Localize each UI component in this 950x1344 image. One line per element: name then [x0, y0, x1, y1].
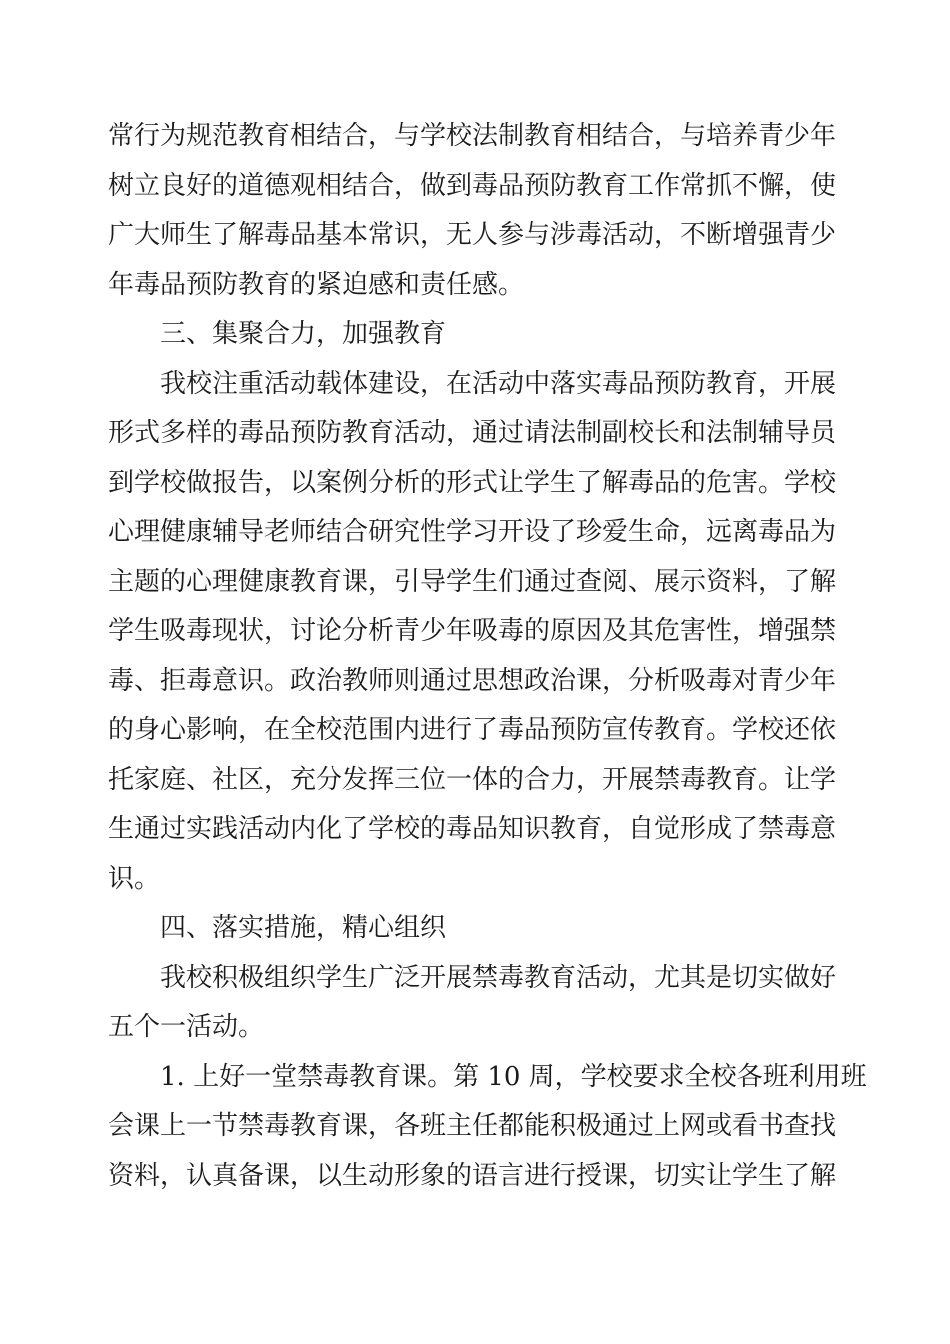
- text-line: 学生吸毒现状，讨论分析青少年吸毒的原因及其危害性，增强禁: [108, 616, 837, 646]
- paragraph-section-three: [108, 360, 837, 905]
- paragraph-section-four: [108, 954, 837, 1053]
- paragraph-item-one: [108, 1053, 867, 1202]
- section-heading-four: [108, 904, 828, 954]
- text-line: 树立良好的道德观相结合，做到毒品预防教育工作常抓不懈，使: [108, 170, 837, 201]
- text-line: 我校注重活动载体建设，在活动中落实毒品预防教育，开展: [160, 368, 837, 399]
- text-line: 识。: [108, 863, 161, 894]
- text-line: 主题的心理健康教育课，引导学生们通过查阅、展示资料，了解: [108, 566, 837, 597]
- text-line: 形式多样的毒品预防教育活动，通过请法制副校长和法制辅导员: [108, 418, 837, 448]
- text-line: 心理健康辅导老师结合研究性学习开设了珍爱生命，远离毒品为: [108, 517, 837, 547]
- text-line: 的身心影响，在全校范围内进行了毒品预防宣传教育。学校还依: [108, 715, 837, 745]
- text-line: 常行为规范教育相结合，与学校法制教育相结合，与培养青少年: [108, 121, 837, 151]
- text-line: 会课上一节禁毒教育课，各班主任都能积极通过上网或看书查找: [108, 1111, 837, 1141]
- text-line: 年毒品预防教育的紧迫感和责任感。: [108, 269, 525, 300]
- text-line: 资料，认真备课，以生动形象的语言进行授课，切实让学生了解: [108, 1160, 837, 1191]
- text-line: 五个一活动。: [108, 1012, 265, 1042]
- document-body: [108, 112, 867, 1201]
- heading-text: 三、集聚合力，加强教育: [160, 319, 447, 349]
- heading-text: 四、落实措施，精心组织: [160, 913, 447, 943]
- text-line: 毒、拒毒意识。政治教师则通过思想政治课，分析吸毒对青少年: [108, 665, 837, 696]
- text-line: 我校积极组织学生广泛开展禁毒教育活动，尤其是切实做好: [160, 962, 837, 993]
- text-line: 1. 上好一堂禁毒教育课。第 10 周，学校要求全校各班利用班: [160, 1061, 867, 1092]
- text-line: 生通过实践活动内化了学校的毒品知识教育，自觉形成了禁毒意: [108, 814, 837, 844]
- paragraph-intro-continuation: [108, 112, 837, 310]
- text-line: 广大师生了解毒品基本常识，无人参与涉毒活动，不断增强青少: [108, 220, 837, 250]
- section-heading-three: [108, 310, 828, 360]
- text-line: 托家庭、社区，充分发挥三位一体的合力，开展禁毒教育。让学: [108, 764, 837, 795]
- text-line: 到学校做报告，以案例分析的形式让学生了解毒品的危害。学校: [108, 467, 837, 498]
